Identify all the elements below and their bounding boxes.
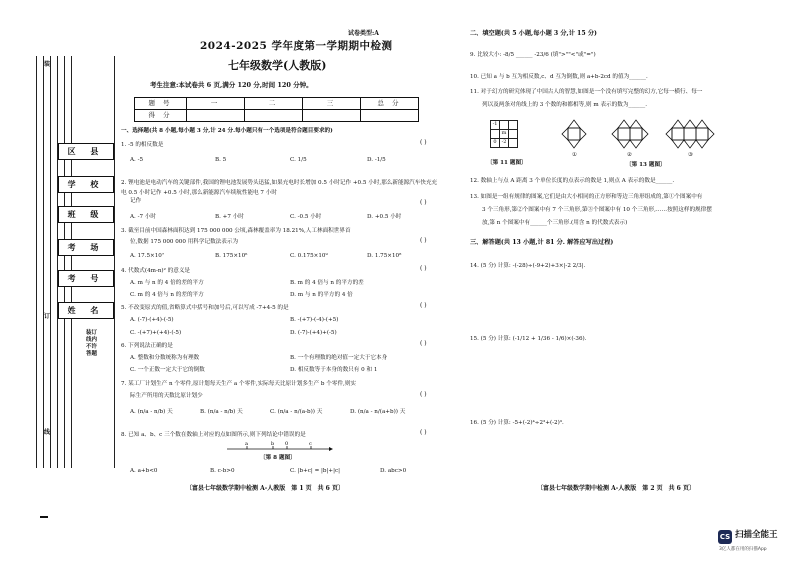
q2-option-c: C. -0.5 小时: [290, 214, 322, 220]
page2-footer: 〔富县七年级数学期中检测 A-人教版 第 2 页 共 6 页〕: [537, 485, 695, 492]
q2-option-b: B. +7 小时: [215, 214, 244, 220]
q4-answer-paren[interactable]: ( ): [420, 265, 427, 272]
q2-stem: 2. 锂电池是电动汽车的关键部件,我国的锂电池发展势头迅猛,如果充电时长增加 0.5 小时记作 +0.5 小时,那么新能源汽车快充充电 0.5 小时记作 +0.5 小时,那么新能源汽车续航性能电 7 小时: [121, 180, 438, 196]
q8-stem: 8. 已知 a、b、c 三个数在数轴上对应的点如图所示,则下列结论中错误的是: [121, 432, 306, 438]
q1-answer-paren[interactable]: ( ): [420, 139, 427, 146]
q7-option-c: C. (n/a - n/(a-b)) 天: [270, 409, 323, 415]
field-school: 学 校: [58, 176, 114, 193]
q8-option-a: A. a+b<0: [130, 468, 158, 474]
svg-text:a: a: [245, 441, 248, 447]
q10-text: 10. 已知 a 与 b 互为相反数,c、d 互为倒数,则 a+b-2cd 的值为______.: [470, 74, 648, 80]
q3-option-c: C. 0.175×10⁹: [290, 253, 328, 259]
fig11-label: 〔第 11 题图〕: [487, 160, 527, 166]
q3-answer-paren[interactable]: ( ): [420, 237, 427, 244]
score-input-cell[interactable]: [245, 110, 303, 122]
fig11-cell: 0: [491, 139, 500, 148]
score-header-cell: 三: [303, 98, 361, 110]
q3-stem-end: 位,数据 175 000 000 用科学记数法表示为: [130, 239, 239, 245]
binding-lines: [36, 56, 126, 468]
camscanner-name: 扫描全能王: [735, 530, 778, 540]
fig13-mark-1: ①: [572, 152, 578, 158]
q9-text: 9. 比较大小: -8/5 ______ -23/6 (填">""<"或"="): [470, 52, 596, 58]
score-header-cell: 总 分: [361, 98, 419, 110]
fig13-patterns: [560, 118, 740, 158]
page-subtitle: 七年级数学(人教版): [228, 59, 327, 72]
binding-marker-xian: 线: [44, 429, 51, 436]
q3-option-b: B. 175×10⁶: [215, 253, 248, 259]
q8-option-d: D. abc>0: [380, 468, 407, 474]
q15-text: 15. (5 分) 计算: (-1/12 + 1/36 - 1/6)×(-36).: [470, 336, 587, 342]
q6-option-a: A. 整数和分数统称为有理数: [130, 355, 200, 361]
q4-option-b: B. m 的 4 倍与 n 的平方的差: [290, 280, 364, 286]
q8-figure-label: 〔第 8 题图〕: [260, 455, 296, 461]
q13-text: 13. 如图是一组有规律的图案,它们是由大小相同的正方形和等边三角形组成的,第①个图案中有: [470, 194, 703, 200]
fig13-mark-3: ③: [688, 152, 694, 158]
q2-option-a: A. -7 小时: [130, 214, 157, 220]
q5-answer-paren[interactable]: ( ): [420, 302, 427, 309]
q1-option-d: D. -1/5: [367, 157, 386, 163]
q1-stem: 1. -5 的相反数是: [121, 142, 164, 148]
q7-answer-paren[interactable]: ( ): [420, 391, 427, 398]
q6-option-b: B. 一个有理数的绝对值一定大于它本身: [290, 355, 388, 361]
q7-option-a: A. (n/a - n/b) 天: [130, 409, 173, 415]
field-district: 区 县: [58, 143, 114, 160]
fig11-cell: m: [500, 130, 509, 139]
score-header-cell: 题 号: [135, 98, 187, 110]
q3-stem: 3. 截至目前中国森林面积达到 175 000 000 公顷,森林覆盖率为 18.21%,人工林面积世界首: [121, 228, 351, 234]
q16-text: 16. (5 分) 计算: -5+(-2)⁴÷2³+(-2)³.: [470, 420, 564, 426]
q13-text-cont: 3 个三角形,第②个图案中有 7 个三角形,第③个图案中有 10 个三角形,……按照这样的规律摆: [482, 207, 712, 213]
svg-text:b: b: [271, 441, 275, 447]
field-name: 姓 名: [58, 302, 114, 319]
field-exam-number: 考 号: [58, 270, 114, 287]
section-3-heading: 三、解答题(共 13 小题,计 81 分. 解答应写出过程): [470, 239, 614, 246]
q5-option-b: B. -(+7)-(-4)-(+5): [290, 317, 339, 323]
q1-option-b: B. 5: [215, 157, 227, 163]
binding-marker-ding: 订: [44, 313, 51, 320]
q5-option-d: D. (-7)-(+4)+(-5): [290, 330, 337, 336]
exam-type: 试卷类型:A: [348, 30, 379, 37]
svg-text:0: 0: [285, 441, 289, 447]
q2-stem-end: 记作: [130, 198, 142, 204]
section-1-heading: 一、选择题(共 8 小题,每小题 3 分,计 24 分.每小题只有一个选项是符合题目要求的): [121, 128, 333, 134]
q3-option-d: D. 1.75×10⁸: [367, 253, 402, 259]
fig11-cell: [491, 130, 500, 139]
q8-option-b: B. c-b>0: [210, 468, 235, 474]
q5-stem: 5. 不改变原式的值,省略算式中括号和加号后,可以写成 -7+4-5 的是: [121, 305, 289, 311]
q4-option-c: C. m 的 4 倍与 n 的差的平方: [130, 292, 204, 298]
fig11-cell: [509, 139, 518, 148]
field-exam-room: 考 场: [58, 239, 114, 256]
fig11-magic-square: [490, 120, 518, 148]
q11-text-cont: 列以及两条对角线上的 3 个数的和都相等,则 m 表示的数为______.: [482, 102, 647, 108]
fig11-cell: -1: [491, 121, 500, 130]
binding-marker-zhuang: 装: [44, 61, 51, 68]
score-input-cell[interactable]: [361, 110, 419, 122]
q5-option-c: C. -(+7)+(+4)-(-5): [130, 330, 182, 336]
q2-option-d: D. +0.5 小时: [367, 214, 402, 220]
fig13-label: 〔第 13 题图〕: [626, 162, 666, 168]
score-label-cell: 得 分: [135, 110, 187, 122]
q8-option-c: C. |b+c| = |b|+|c|: [290, 468, 340, 474]
q4-option-d: D. m 与 n 的平方的 4 倍: [290, 292, 353, 298]
q4-option-a: A. m 与 n 的 4 倍的差的平方: [130, 280, 204, 286]
q7-stem: 7. 某工厂计划生产 n 个零件,原计划每天生产 a 个零件,实际每天比原计划多生产 b 个零件,则实: [121, 381, 357, 387]
q13-text-end: 放,第 n 个图案中有______个三角形.(用含 n 的代数式表示): [482, 220, 628, 226]
section-2-heading: 二、填空题(共 5 小题,每小题 3 分,计 15 分): [470, 30, 597, 37]
q7-option-b: B. (n/a - n/b) 天: [200, 409, 243, 415]
field-class: 班 级: [58, 206, 114, 223]
camscanner-logo: CS: [718, 530, 732, 544]
score-table: [134, 97, 419, 122]
page1-footer: 〔富县七年级数学期中检测 A-人教版 第 1 页 共 6 页〕: [186, 485, 344, 492]
fig13-mark-2: ②: [627, 152, 633, 158]
fig11-cell: [509, 121, 518, 130]
q7-option-d: D. (n/a - n/(a+b)) 天: [350, 409, 406, 415]
svg-text:c: c: [309, 441, 312, 447]
q7-stem-end: 际生产所用的天数比原计划少: [130, 393, 203, 399]
q8-number-line: [225, 440, 335, 454]
page-title: 2024-2025 学年度第一学期期中检测: [200, 40, 393, 52]
q1-option-a: A. -5: [130, 157, 144, 163]
scan-mark: [40, 516, 48, 518]
score-input-cell[interactable]: [187, 110, 245, 122]
q6-option-c: C. 一个正数一定大于它的倒数: [130, 367, 205, 373]
fig11-cell: -2: [500, 139, 509, 148]
fig11-cell: [509, 130, 518, 139]
q5-option-a: A. (-7)-(+4)-(-5): [130, 317, 174, 323]
q1-option-c: C. 1/5: [290, 157, 307, 163]
q3-option-a: A. 17.5×10⁷: [130, 253, 165, 259]
q12-text: 12. 数轴上与点 A 距离 3 个单位长度的点表示的数是 1,则点 A 表示的数是______.: [470, 178, 675, 184]
q14-text: 14. (5 分) 计算: -(-28)÷(-9+2)+3×|-2 2/3|.: [470, 263, 586, 269]
score-header-cell: 一: [187, 98, 245, 110]
q6-answer-paren[interactable]: ( ): [420, 340, 427, 347]
camscanner-tagline: 3亿人都在用的扫描App: [719, 547, 767, 552]
q2-answer-paren[interactable]: ( ): [420, 199, 427, 206]
seal-line-notice: 装订线内不许答题: [86, 330, 98, 357]
q6-stem: 6. 下列说法正确的是: [121, 343, 173, 349]
fig11-cell: [500, 121, 509, 130]
q4-stem: 4. 代数式(4m-n)² 的意义是: [121, 268, 191, 274]
exam-notice: 考生注意:本试卷共 6 页,满分 120 分,时间 120 分钟。: [150, 81, 313, 89]
q8-answer-paren[interactable]: ( ): [420, 429, 427, 436]
q6-option-d: D. 相反数等于本身的数只有 0 和 1: [290, 367, 378, 373]
score-input-cell[interactable]: [303, 110, 361, 122]
score-header-cell: 二: [245, 98, 303, 110]
q11-text: 11. 对于幻方的研究体现了中国古人的智慧,如图是一个没有填写完整的幻方,它每一横行、每一: [470, 89, 703, 95]
